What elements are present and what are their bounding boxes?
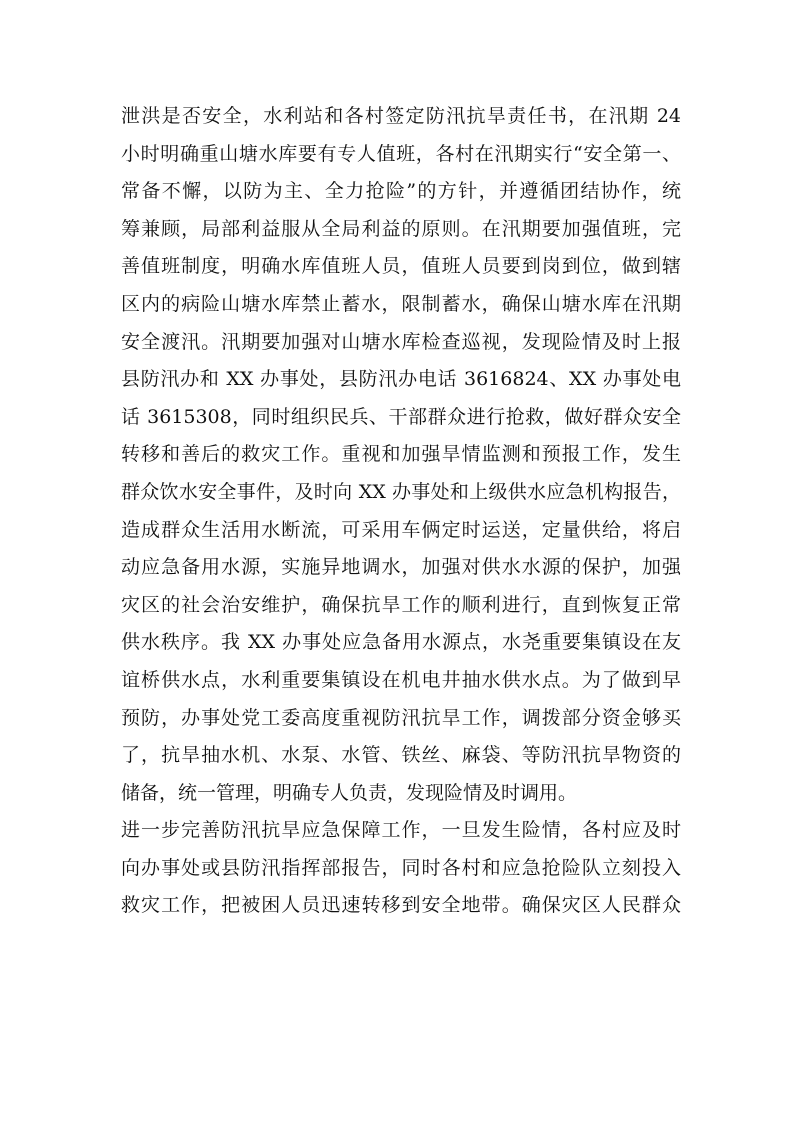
text-line: 善值班制度，明确水库值班人员，值班人员要到岗到位，做到辖 [121, 255, 681, 278]
text-line: 常备不懈，以防为主、全力抢险”的方针，并遵循团结协作，统 [121, 180, 681, 203]
text-line: 灾区的社会治安维护，确保抗旱工作的顺利进行，直到恢复正常 [121, 593, 681, 616]
text-line: 县防汛办和 XX 办事处，县防汛办电话 3616824、XX 办事处电 [121, 368, 681, 391]
text-line: 动应急备用水源，实施异地调水，加强对供水水源的保护，加强 [121, 556, 681, 579]
text-line: 话 3615308，同时组织民兵、干部群众进行抢救，做好群众安全 [121, 405, 681, 428]
text-line: 小时明确重山塘水库要有专人值班，各村在汛期实行“安全第一、 [121, 142, 681, 165]
text-line: 了，抗旱抽水机、水泵、水管、铁丝、麻袋、等防汛抗旱物资的 [121, 744, 681, 767]
text-line: 转移和善后的救灾工作。重视和加强旱情监测和预报工作，发生 [121, 443, 681, 466]
paragraph-2 [121, 812, 681, 925]
text-line: 进一步完善防汛抗旱应急保障工作，一旦发生险情，各村应及时 [121, 819, 681, 842]
text-line: 救灾工作，把被困人员迅速转移到安全地带。确保灾区人民群众 [121, 894, 681, 917]
document-body [121, 98, 681, 925]
text-line: 预防，办事处党工委高度重视防汛抗旱工作，调拨部分资金够买 [121, 706, 681, 729]
text-line: 筹兼顾，局部利益服从全局利益的原则。在汛期要加强值班，完 [121, 217, 681, 240]
text-line: 造成群众生活用水断流，可采用车俩定时运送，定量供给，将启 [121, 518, 681, 541]
text-line: 群众饮水安全事件，及时向 XX 办事处和上级供水应急机构报告， [121, 480, 681, 503]
text-line: 供水秩序。我 XX 办事处应急备用水源点，水尧重要集镇设在友 [121, 631, 681, 654]
text-line: 向办事处或县防汛指挥部报告，同时各村和应急抢险队立刻投入 [121, 856, 681, 879]
text-line: 泄洪是否安全，水利站和各村签定防汛抗旱责任书，在汛期 24 [121, 105, 681, 127]
text-line: 安全渡汛。汛期要加强对山塘水库检查巡视，发现险情及时上报 [121, 330, 681, 353]
paragraph-1 [121, 98, 681, 812]
text-line: 储备，统一管理，明确专人负责，发现险情及时调用。 [121, 781, 578, 804]
text-line: 区内的病险山塘水库禁止蓄水，限制蓄水，确保山塘水库在汛期 [121, 292, 681, 315]
text-line: 谊桥供水点，水利重要集镇设在机电井抽水供水点。为了做到早 [121, 668, 681, 691]
